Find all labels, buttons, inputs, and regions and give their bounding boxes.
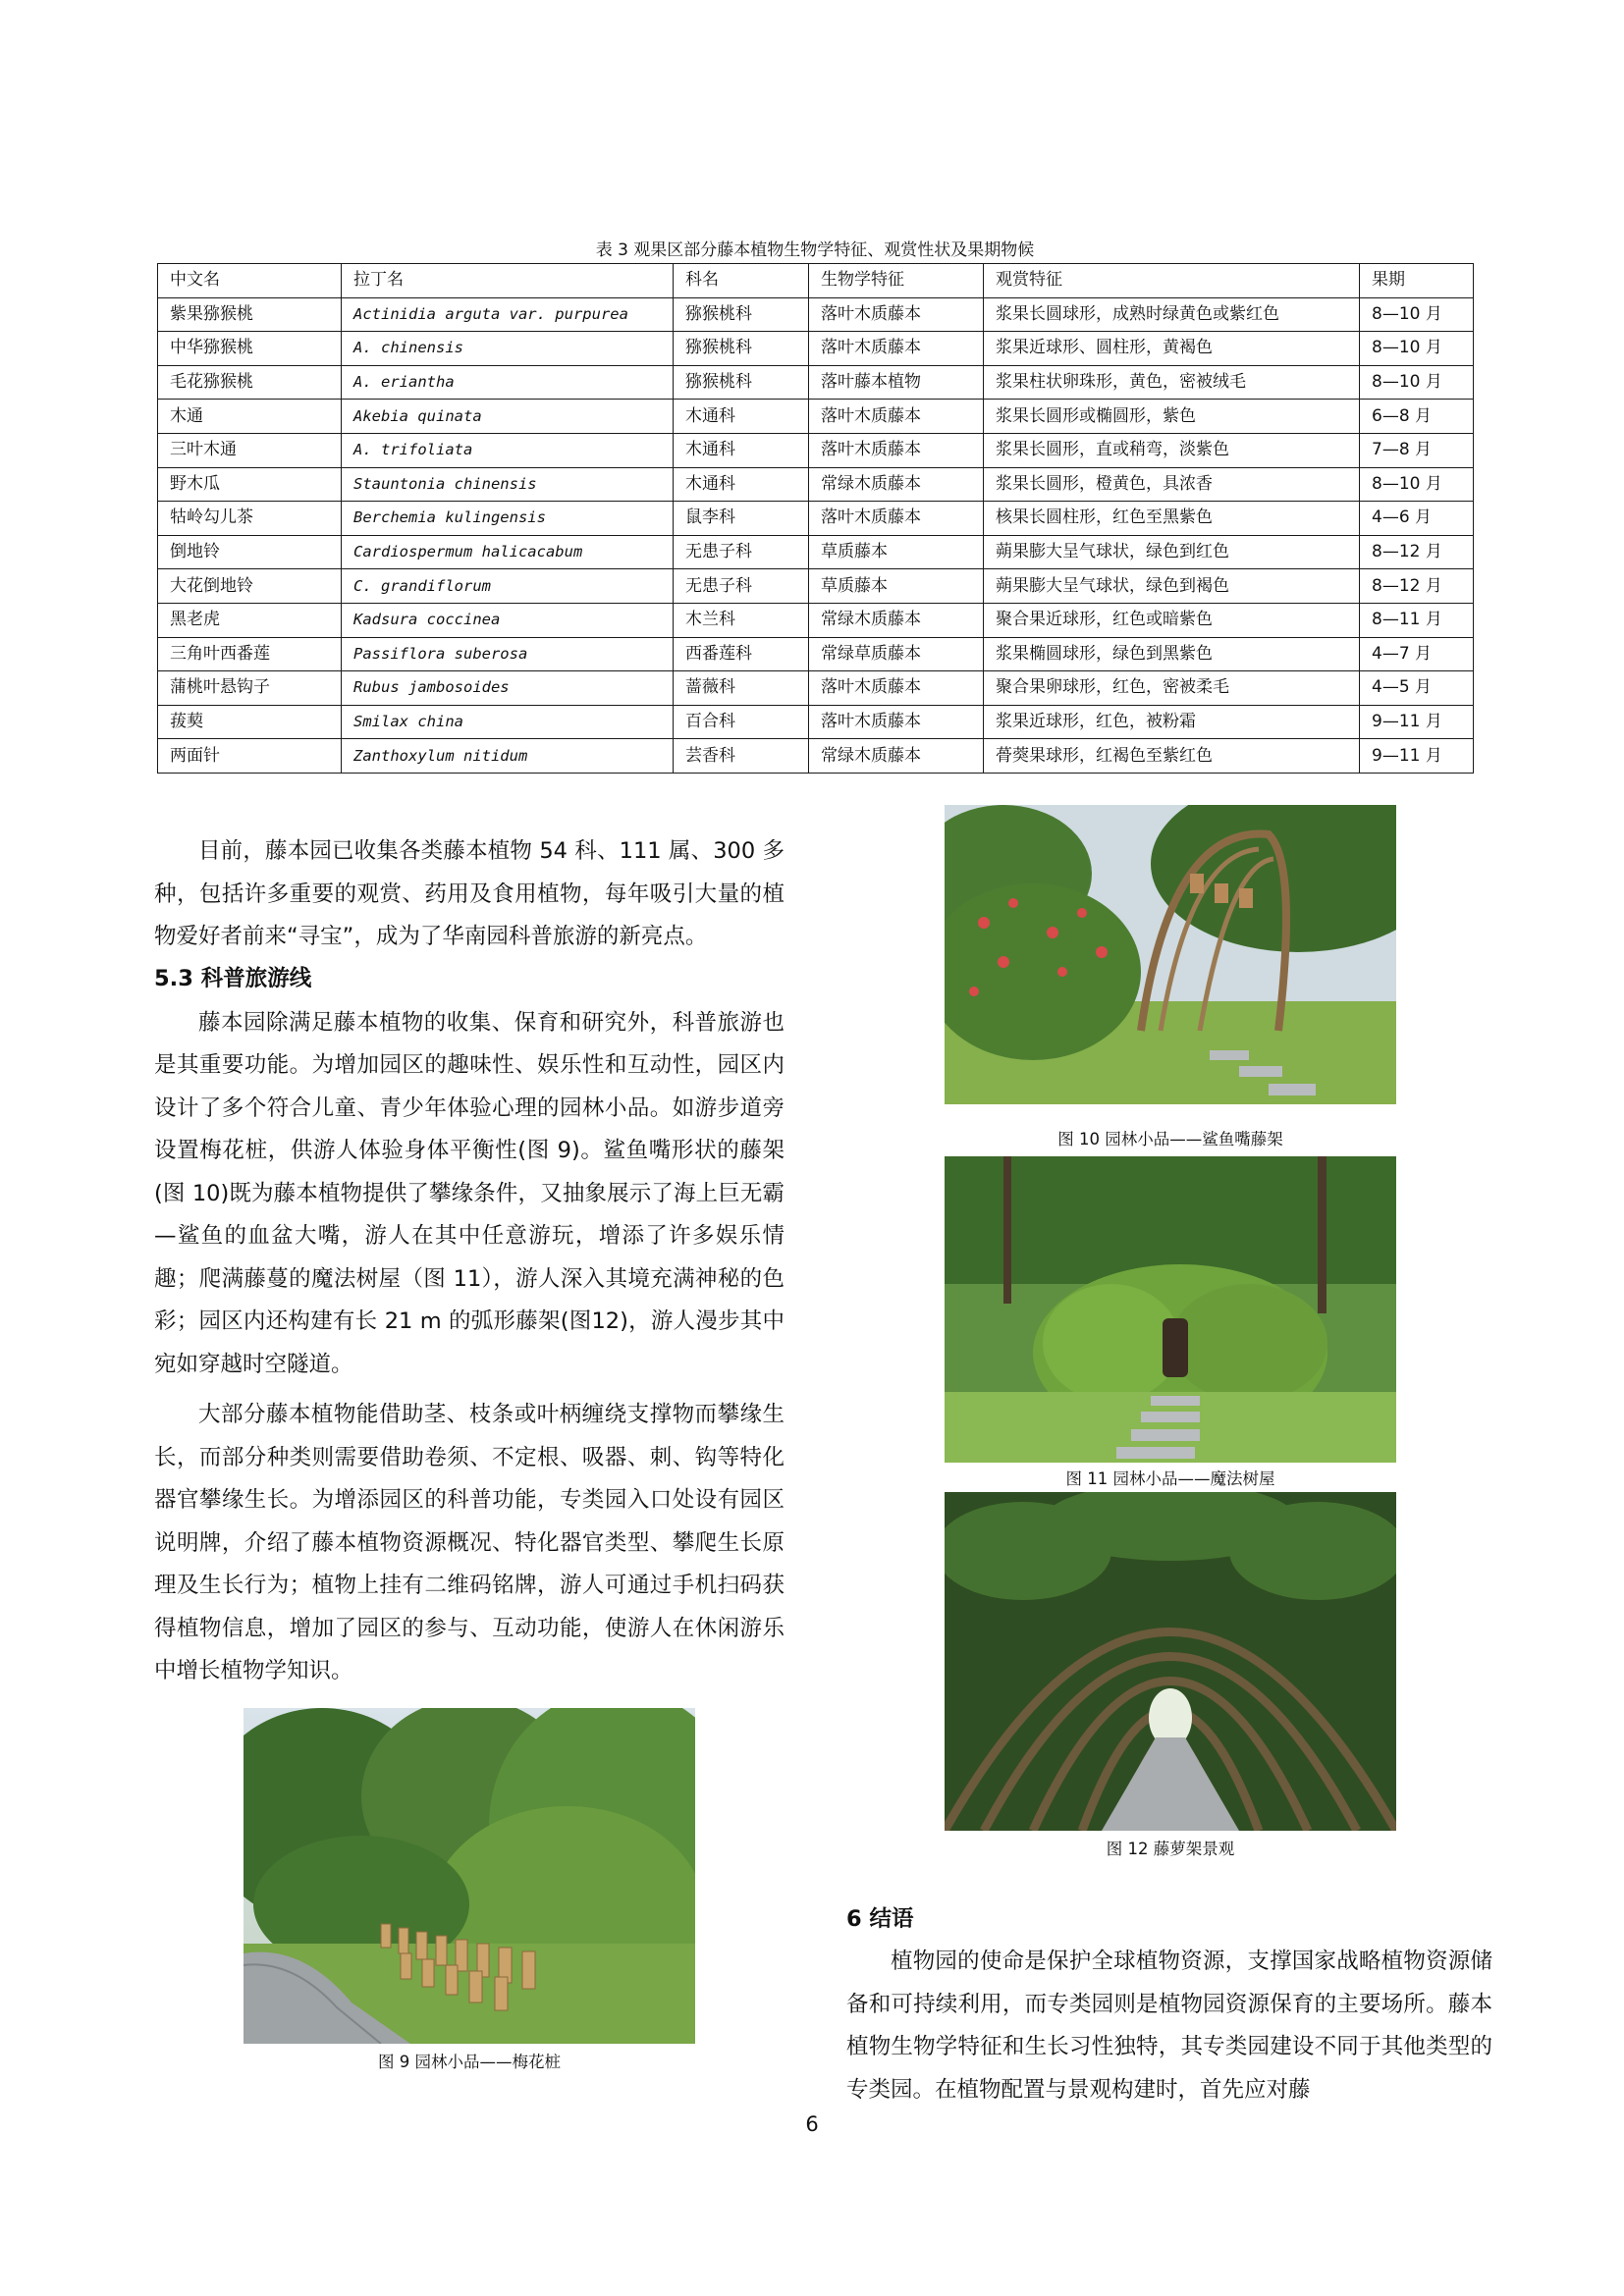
paragraph-tourism: 藤本园除满足藤本植物的收集、保育和研究外，科普旅游也是其重要功能。为增加园区的趣味性、娱乐性和互动性，园区内设计了多个符合儿童、青少年体验心理的园林小品。如游步道旁设置梅花桩，供游人体验身体平衡性(图 9)。鲨鱼嘴形状的藤架(图 10)既为藤本植物提供了攀缘条件，又抽象展示了海上巨无霸—鲨鱼的血盆大嘴，游人在其中任意游玩，增添了许多娱乐情趣；爬满藤蔓的魔法树屋（图 11），游人深入其境充满神秘的色彩；园区内还构建有长 21 m 的弧形藤架(图12)，游人漫步其中宛如穿越时空隧道。 (154, 1009, 785, 1377)
cell-latin-name: Kadsura coccinea (342, 603, 674, 637)
cell-fruit-period: 8—11 月 (1360, 603, 1474, 637)
header-fruit-period: 果期 (1360, 264, 1474, 298)
cell-fruit-period: 8—10 月 (1360, 365, 1474, 400)
cell-ornamental: 蓇葖果球形，红褐色至紫红色 (984, 739, 1360, 774)
cell-chinese-name: 木通 (158, 400, 342, 434)
cell-fruit-period: 8—10 月 (1360, 467, 1474, 502)
plum-pile-photo (244, 1708, 695, 2044)
header-family: 科名 (674, 264, 809, 298)
cell-fruit-period: 8—12 月 (1360, 569, 1474, 604)
cell-chinese-name: 三角叶西番莲 (158, 637, 342, 671)
cell-chinese-name: 中华猕猴桃 (158, 332, 342, 366)
cell-ornamental: 浆果近球形、圆柱形，黄褐色 (984, 332, 1360, 366)
cell-fruit-period: 4—7 月 (1360, 637, 1474, 671)
cell-ornamental: 浆果长圆形，橙黄色，具浓香 (984, 467, 1360, 502)
cell-ornamental: 核果长圆柱形，红色至黑紫色 (984, 502, 1360, 536)
right-column (846, 1899, 1492, 2111)
cell-ornamental: 浆果长圆形，直或稍弯，淡紫色 (984, 433, 1360, 467)
table-row (158, 400, 1474, 434)
cell-biology: 常绿木质藤本 (809, 603, 984, 637)
cell-biology: 落叶木质藤本 (809, 297, 984, 332)
table-caption: 表 3 观果区部分藤本植物生物学特征、观赏性状及果期物候 (595, 240, 1035, 260)
shark-mouth-trellis-photo (945, 805, 1396, 1104)
cell-latin-name: A. eriantha (342, 365, 674, 400)
header-ornamental: 观赏特征 (984, 264, 1360, 298)
cell-latin-name: Akebia quinata (342, 400, 674, 434)
header-chinese-name: 中文名 (158, 264, 342, 298)
table-row (158, 467, 1474, 502)
table-row (158, 603, 1474, 637)
cell-biology: 落叶木质藤本 (809, 332, 984, 366)
cell-family: 鼠李科 (674, 502, 809, 536)
cell-family: 蔷薇科 (674, 671, 809, 706)
table-row (158, 739, 1474, 774)
cell-fruit-period: 9—11 月 (1360, 739, 1474, 774)
page-number: 6 (805, 2112, 819, 2136)
table-row (158, 365, 1474, 400)
cell-chinese-name: 牯岭勾儿茶 (158, 502, 342, 536)
table-row (158, 502, 1474, 536)
cell-chinese-name: 蒲桃叶悬钩子 (158, 671, 342, 706)
vine-tunnel-photo (945, 1492, 1396, 1831)
cell-biology: 落叶木质藤本 (809, 671, 984, 706)
cell-latin-name: Rubus jambosoides (342, 671, 674, 706)
cell-fruit-period: 4—5 月 (1360, 671, 1474, 706)
cell-latin-name: A. trifoliata (342, 433, 674, 467)
cell-biology: 常绿木质藤本 (809, 467, 984, 502)
table-header-row (158, 264, 1474, 298)
cell-ornamental: 蒴果膨大呈气球状，绿色到褐色 (984, 569, 1360, 604)
cell-chinese-name: 紫果猕猴桃 (158, 297, 342, 332)
table-row (158, 705, 1474, 739)
cell-fruit-period: 4—6 月 (1360, 502, 1474, 536)
cell-biology: 落叶木质藤本 (809, 705, 984, 739)
cell-chinese-name: 倒地铃 (158, 535, 342, 569)
cell-latin-name: Actinidia arguta var. purpurea (342, 297, 674, 332)
cell-chinese-name: 野木瓜 (158, 467, 342, 502)
cell-family: 无患子科 (674, 569, 809, 604)
figure-12-image (945, 1492, 1396, 1831)
cell-latin-name: Zanthoxylum nitidum (342, 739, 674, 774)
cell-biology: 落叶藤本植物 (809, 365, 984, 400)
cell-chinese-name: 菝葜 (158, 705, 342, 739)
cell-chinese-name: 两面针 (158, 739, 342, 774)
cell-biology: 落叶木质藤本 (809, 400, 984, 434)
cell-biology: 落叶木质藤本 (809, 502, 984, 536)
cell-biology: 常绿草质藤本 (809, 637, 984, 671)
cell-latin-name: Stauntonia chinensis (342, 467, 674, 502)
section-heading-6: 6 结语 (846, 1906, 914, 1932)
cell-family: 猕猴桃科 (674, 332, 809, 366)
cell-latin-name: Passiflora suberosa (342, 637, 674, 671)
section-heading-5-3: 5.3 科普旅游线 (154, 965, 312, 991)
cell-latin-name: Cardiospermum halicacabum (342, 535, 674, 569)
cell-chinese-name: 三叶木通 (158, 433, 342, 467)
paragraph-science: 大部分藤本植物能借助茎、枝条或叶柄缠绕支撑物而攀缘生长，而部分种类则需要借助卷须、不定根、吸器、刺、钩等特化器官攀缘生长。为增添园区的科普功能，专类园入口处设有园区说明牌，介绍了藤本植物资源概况、特化器官类型、攀爬生长原理及生长行为；植物上挂有二维码铭牌，游人可通过手机扫码获得植物信息，增加了园区的参与、互动功能，使游人在休闲游乐中增长植物学知识。 (154, 1402, 785, 1683)
cell-latin-name: Smilax china (342, 705, 674, 739)
cell-chinese-name: 黑老虎 (158, 603, 342, 637)
cell-family: 猕猴桃科 (674, 365, 809, 400)
cell-latin-name: Berchemia kulingensis (342, 502, 674, 536)
figure-12-caption: 图 12 藤萝架景观 (1106, 1840, 1235, 1858)
paragraph-collection: 目前，藤本园已收集各类藤本植物 54 科、111 属、300 多种，包括许多重要的观赏、药用及食用植物，每年吸引大量的植物爱好者前来“寻宝”，成为了华南园科普旅游的新亮点。 (154, 838, 785, 949)
figure-9-image (244, 1708, 695, 2044)
cell-fruit-period: 8—10 月 (1360, 332, 1474, 366)
header-latin-name: 拉丁名 (342, 264, 674, 298)
cell-ornamental: 浆果长圆球形，成熟时绿黄色或紫红色 (984, 297, 1360, 332)
cell-family: 百合科 (674, 705, 809, 739)
cell-family: 木通科 (674, 467, 809, 502)
cell-ornamental: 浆果柱状卵珠形，黄色，密被绒毛 (984, 365, 1360, 400)
cell-biology: 落叶木质藤本 (809, 433, 984, 467)
paragraph-conclusion: 植物园的使命是保护全球植物资源，支撑国家战略植物资源储备和可持续利用，而专类园则是植物园资源保育的主要场所。藤本植物生物学特征和生长习性独特，其专类园建设不同于其他类型的专类园。在植物配置与景观构建时，首先应对藤 (846, 1949, 1492, 2103)
cell-ornamental: 浆果长圆形或椭圆形，紫色 (984, 400, 1360, 434)
cell-biology: 常绿木质藤本 (809, 739, 984, 774)
cell-ornamental: 浆果椭圆球形，绿色到黑紫色 (984, 637, 1360, 671)
cell-fruit-period: 9—11 月 (1360, 705, 1474, 739)
cell-ornamental: 聚合果近球形，红色或暗紫色 (984, 603, 1360, 637)
magic-tree-house-photo (945, 1156, 1396, 1463)
cell-family: 猕猴桃科 (674, 297, 809, 332)
table-row (158, 671, 1474, 706)
table-row (158, 433, 1474, 467)
cell-ornamental: 浆果近球形，红色，被粉霜 (984, 705, 1360, 739)
cell-chinese-name: 毛花猕猴桃 (158, 365, 342, 400)
cell-family: 芸香科 (674, 739, 809, 774)
cell-biology: 草质藤本 (809, 535, 984, 569)
figure-10-image (945, 805, 1396, 1104)
figure-10-caption: 图 10 园林小品——鲨鱼嘴藤架 (1057, 1130, 1283, 1148)
cell-fruit-period: 8—12 月 (1360, 535, 1474, 569)
figure-11-caption: 图 11 园林小品——魔法树屋 (1065, 1469, 1275, 1488)
cell-latin-name: C. grandiflorum (342, 569, 674, 604)
cell-family: 木兰科 (674, 603, 809, 637)
table-row (158, 332, 1474, 366)
cell-chinese-name: 大花倒地铃 (158, 569, 342, 604)
table-row (158, 535, 1474, 569)
left-column (154, 830, 785, 1693)
table-row (158, 569, 1474, 604)
figure-11-image (945, 1156, 1396, 1463)
cell-family: 木通科 (674, 433, 809, 467)
table-row (158, 637, 1474, 671)
figure-9-caption: 图 9 园林小品——梅花桩 (378, 2053, 561, 2071)
cell-family: 无患子科 (674, 535, 809, 569)
cell-ornamental: 聚合果卵球形，红色，密被柔毛 (984, 671, 1360, 706)
cell-fruit-period: 6—8 月 (1360, 400, 1474, 434)
cell-family: 木通科 (674, 400, 809, 434)
cell-latin-name: A. chinensis (342, 332, 674, 366)
cell-biology: 草质藤本 (809, 569, 984, 604)
cell-family: 西番莲科 (674, 637, 809, 671)
plant-table (157, 263, 1474, 774)
cell-fruit-period: 8—10 月 (1360, 297, 1474, 332)
cell-ornamental: 蒴果膨大呈气球状，绿色到红色 (984, 535, 1360, 569)
header-biology: 生物学特征 (809, 264, 984, 298)
table-row (158, 297, 1474, 332)
cell-fruit-period: 7—8 月 (1360, 433, 1474, 467)
